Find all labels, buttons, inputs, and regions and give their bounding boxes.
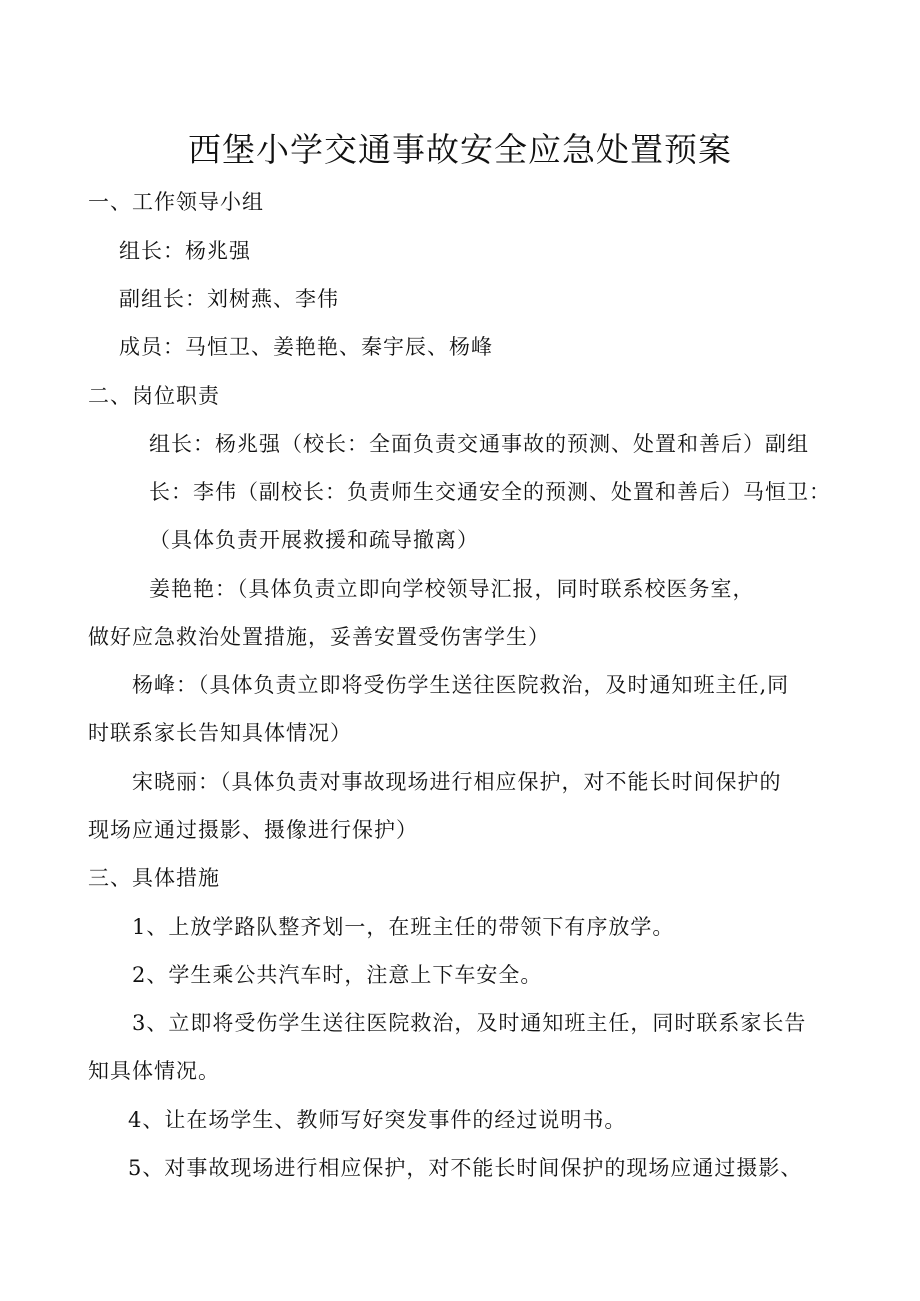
measure-line: 4、让在场学生、教师写好突发事件的经过说明书。 bbox=[128, 1108, 627, 1132]
section-heading-leadership: 一、工作领导小组 bbox=[88, 190, 264, 214]
measure-line: 2、学生乘公共汽车时，注意上下车安全。 bbox=[132, 963, 543, 987]
duty-line: 姜艳艳：（具体负责立即向学校领导汇报，同时联系校医务室， bbox=[149, 577, 755, 601]
duty-line: 时联系家长告知具体情况） bbox=[88, 721, 352, 745]
section-heading-duties: 二、岗位职责 bbox=[88, 384, 220, 408]
duty-line: 杨峰：（具体负责立即将受伤学生送往医院救治，及时通知班主任,同 bbox=[132, 673, 790, 697]
duty-line: 宋晓丽：（具体负责对事故现场进行相应保护，对不能长时间保护的 bbox=[132, 770, 782, 794]
duty-line: 长：李伟（副校长：负责师生交通安全的预测、处置和善后）马恒卫： bbox=[149, 480, 831, 504]
deputy-leader: 副组长：刘树燕、李伟 bbox=[119, 287, 339, 311]
measure-line: 5、对事故现场进行相应保护，对不能长时间保护的现场应通过摄影、 bbox=[128, 1156, 803, 1180]
duty-line: 现场应通过摄影、摄像进行保护） bbox=[88, 818, 418, 842]
measure-line: 知具体情况。 bbox=[88, 1059, 220, 1083]
duty-line: （具体负责开展救援和疏导撤离） bbox=[149, 528, 479, 552]
group-members: 成员：马恒卫、姜艳艳、秦宇辰、杨峰 bbox=[119, 335, 493, 359]
measure-line: 3、立即将受伤学生送往医院救治，及时通知班主任，同时联系家长告 bbox=[132, 1011, 807, 1035]
measure-line: 1、上放学路队整齐划一，在班主任的带领下有序放学。 bbox=[132, 915, 675, 939]
group-leader: 组长：杨兆强 bbox=[119, 239, 251, 263]
section-heading-measures: 三、具体措施 bbox=[88, 866, 220, 890]
duty-line: 组长：杨兆强（校长：全面负责交通事故的预测、处置和善后）副组 bbox=[149, 432, 809, 456]
document-title: 西堡小学交通事故安全应急处置预案 bbox=[188, 130, 732, 169]
duty-line: 做好应急救治处置措施，妥善安置受伤害学生） bbox=[88, 625, 550, 649]
